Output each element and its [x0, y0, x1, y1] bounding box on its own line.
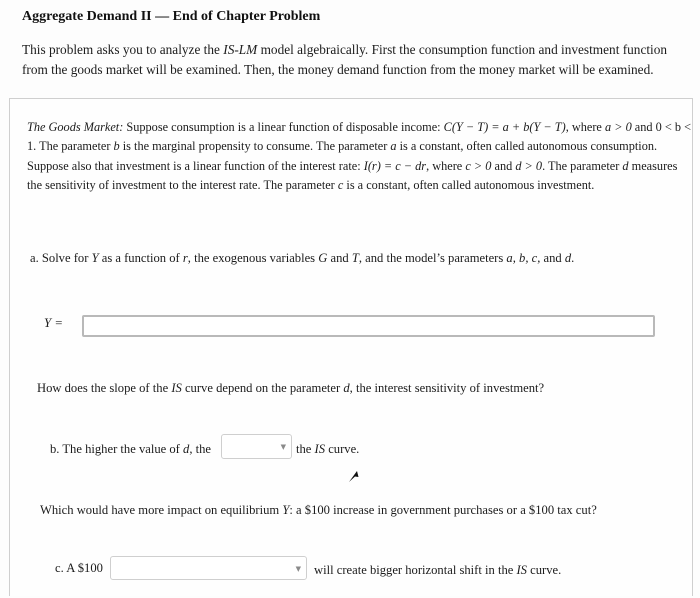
condition-c: c > 0 — [465, 158, 492, 173]
qb-suffix-text: curve. — [325, 442, 360, 456]
qa-text: , the exogenous variables — [187, 251, 319, 265]
slope-text: curve depend on the parameter — [181, 381, 344, 395]
slope-question — [37, 380, 544, 397]
var-d: d — [622, 158, 629, 173]
investment-equation: I(r) = c − dr — [363, 158, 427, 173]
qa-text: , and the model’s parameters — [358, 251, 507, 265]
qc-suffix-text: will create bigger horizontal shift in the — [314, 563, 517, 577]
intro-text-1: This problem asks you to analyze the — [22, 42, 224, 57]
page-title: Aggregate Demand II — End of Chapter Problem — [22, 9, 321, 24]
slope-text: , the interest sensitivity of investment? — [349, 381, 545, 395]
goods-text: , where — [565, 120, 605, 134]
goods-market-heading: The Goods Market: — [27, 120, 124, 134]
goods-text: and — [491, 158, 516, 173]
y-answer-input[interactable] — [82, 315, 655, 337]
qb-suffix-text: the — [296, 442, 315, 456]
qa-text: . — [571, 251, 575, 265]
goods-text: is a constant, often called autonomous investment. — [343, 177, 595, 192]
qa-var: r — [182, 251, 188, 265]
slope-text: How does the slope of the — [37, 381, 172, 395]
mouse-pointer-icon — [346, 468, 360, 484]
slope-var: IS — [171, 381, 182, 395]
impact-text: Which would have more impact on equilibrium — [40, 503, 283, 517]
chevron-down-icon: ▼ — [280, 443, 286, 451]
impact-text: : a $100 increase in government purchases or a $100 tax cut? — [289, 503, 597, 517]
qc-suffix-text: curve. — [526, 563, 562, 577]
var-b: b — [113, 139, 120, 154]
question-c-suffix — [314, 562, 561, 579]
impact-question — [40, 502, 597, 519]
slope-var: d — [343, 381, 350, 395]
qb-suffix-var: IS — [314, 442, 326, 456]
qb-text: , the — [189, 442, 211, 456]
condition-a: a > 0 — [604, 120, 632, 134]
var-a: a — [390, 139, 397, 154]
goods-text: , where — [426, 158, 466, 173]
y-label-text: Y = — [44, 316, 63, 330]
goods-text: Suppose consumption is a linear function of disposable income: — [123, 120, 444, 134]
goods-text: is the marginal propensity to consume. The parameter — [119, 139, 391, 154]
qa-var: G — [318, 251, 328, 265]
qa-var: a, b, c, — [506, 251, 541, 265]
question-b-suffix — [296, 441, 359, 458]
y-equals-label — [44, 316, 63, 331]
intro-text-2: model algebraically. First the consumption function and investment function from the goods market will be examined. Then, the money demand function from the money market will be examined. — [22, 42, 668, 77]
goods-text: measures the sensitivity of investment to the interest rate. The parameter — [27, 158, 678, 192]
goods-text: and — [631, 120, 656, 134]
question-b-dropdown[interactable] — [221, 434, 292, 459]
chevron-down-icon: ▼ — [295, 565, 301, 573]
question-b-label — [50, 441, 211, 458]
condition-b: 0 < b < 1 — [27, 120, 692, 154]
condition-d: d > 0 — [515, 158, 543, 173]
intro-paragraph — [22, 40, 694, 80]
qc-suffix-var: IS — [516, 563, 527, 577]
goods-text: . The parameter — [542, 158, 623, 173]
question-a-prompt — [30, 250, 574, 267]
var-c: c — [337, 177, 344, 192]
intro-model-name: IS-LM — [223, 42, 258, 57]
goods-text: is a constant, often called autonomous consumption. Suppose also that investment is a linear function of the interest rate: — [27, 139, 658, 173]
qa-text: and — [540, 251, 565, 265]
qa-var: d — [564, 251, 572, 265]
goods-market-paragraph — [27, 118, 691, 195]
qb-var: d — [183, 442, 190, 456]
qb-text: b. The higher the value of — [50, 442, 184, 456]
qa-text: a. Solve for — [30, 251, 92, 265]
qa-text: and — [327, 251, 352, 265]
qa-var: Y — [91, 251, 99, 265]
qa-text: as a function of — [98, 251, 183, 265]
question-c-dropdown[interactable] — [110, 556, 307, 580]
consumption-equation: C(Y − T) = a + b(Y − T) — [443, 120, 566, 134]
question-c-label: c. A $100 — [55, 561, 103, 575]
impact-var: Y — [282, 503, 290, 517]
goods-text: . The parameter — [33, 139, 114, 154]
qa-var: T — [351, 251, 359, 265]
